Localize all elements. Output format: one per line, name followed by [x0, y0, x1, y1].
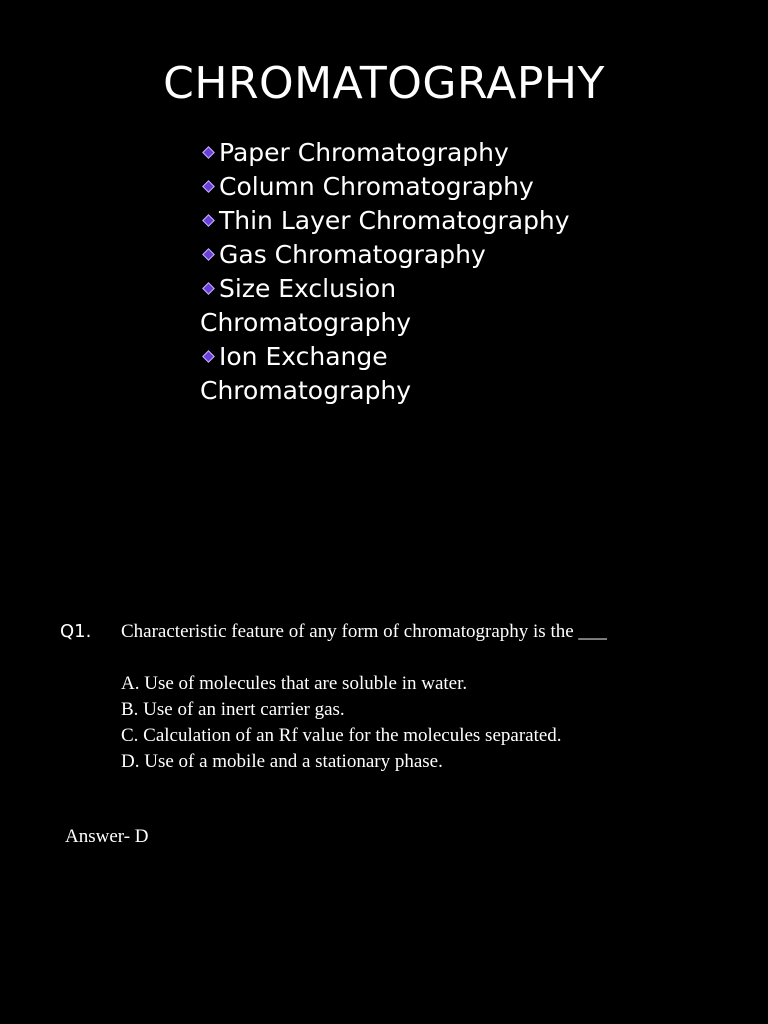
option-a: A. Use of molecules that are soluble in water. — [121, 673, 468, 694]
diamond-bullet-icon — [202, 282, 215, 295]
question-text: Characteristic feature of any form of chromatography is the ___ — [121, 621, 607, 642]
chromatography-types-list — [200, 136, 600, 408]
option-d: D. Use of a mobile and a stationary phase. — [121, 751, 443, 772]
list-item-label: Paper Chromatography — [219, 138, 509, 167]
list-item-label: Ion Exchange Chromatography — [200, 342, 412, 405]
diamond-bullet-icon — [202, 146, 215, 159]
option-b: B. Use of an inert carrier gas. — [121, 699, 345, 720]
list-item — [200, 272, 600, 340]
diamond-bullet-icon — [202, 350, 215, 363]
diamond-bullet-icon — [202, 180, 215, 193]
list-item — [200, 238, 600, 272]
list-item — [200, 170, 600, 204]
list-item — [200, 340, 600, 408]
list-item — [200, 204, 600, 238]
diamond-bullet-icon — [202, 214, 215, 227]
list-item-label: Gas Chromatography — [219, 240, 486, 269]
answer-text: Answer- D — [65, 826, 149, 847]
option-c: C. Calculation of an Rf value for the molecules separated. — [121, 725, 562, 746]
question-number: Q1. — [60, 621, 92, 642]
answer-options — [121, 671, 562, 775]
list-item — [200, 136, 600, 170]
list-item-label: Thin Layer Chromatography — [219, 206, 570, 235]
diamond-bullet-icon — [202, 248, 215, 261]
list-item-label: Size Exclusion Chromatography — [200, 274, 412, 337]
slide-title: CHROMATOGRAPHY — [163, 58, 605, 109]
list-item-label: Column Chromatography — [219, 172, 534, 201]
